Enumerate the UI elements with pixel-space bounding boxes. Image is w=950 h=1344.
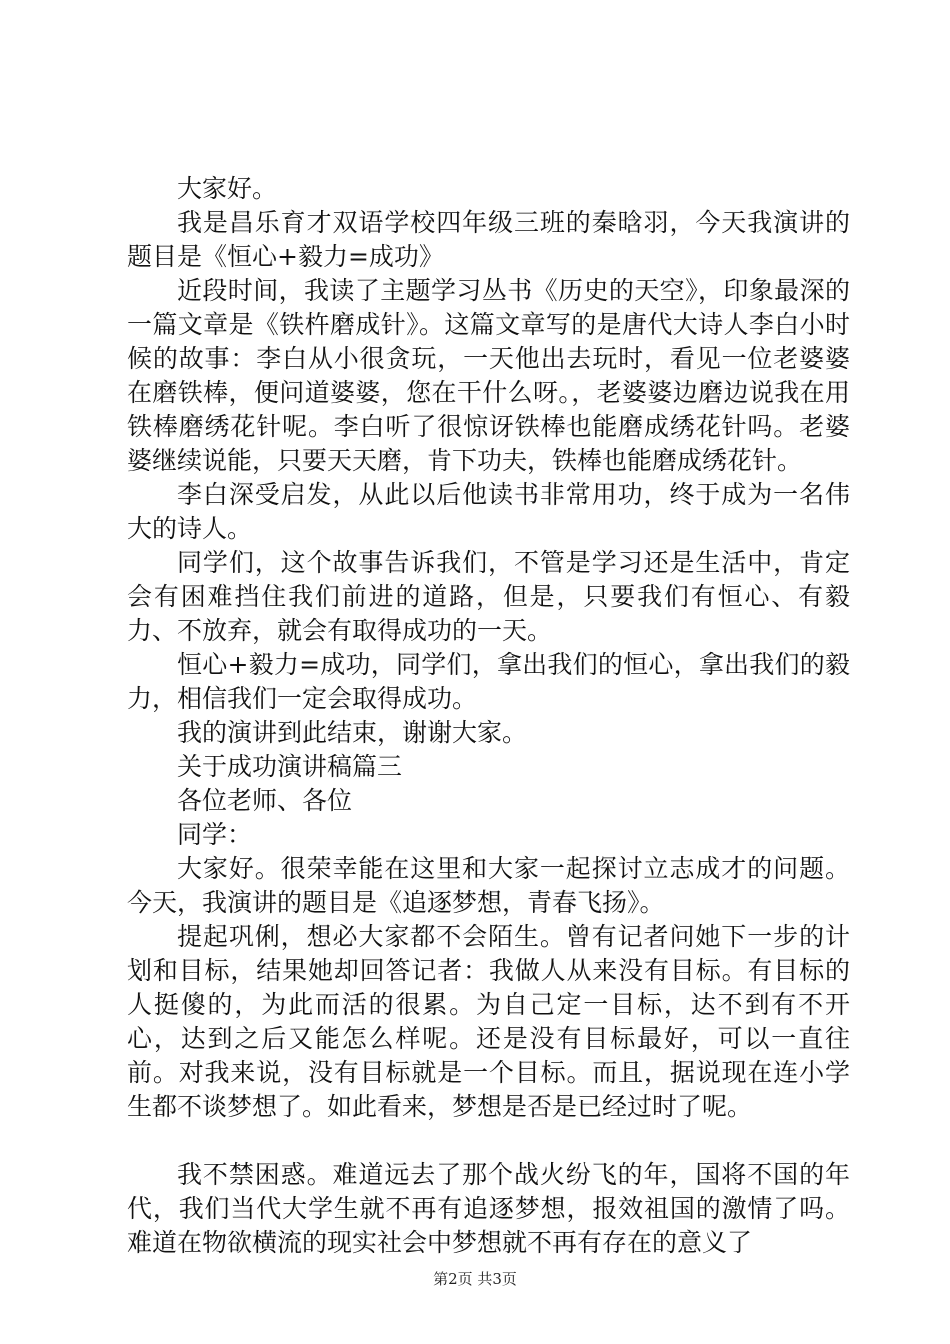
paragraph: 近段时间，我读了主题学习丛书《历史的天空》，印象最深的一篇文章是《铁杵磨成针》。这篇文章写的是唐代大诗人李白小时候的故事：李白从小很贪玩，一天他出去玩时，看见一位老婆婆在磨铁棒，便问道婆婆，您在干什么呀。，老婆婆边磨边说我在用铁棒磨绣花针呢。李白听了很惊讶铁棒也能磨成绣花针吗。老婆婆继续说能，只要天天磨，肯下功夫，铁棒也能磨成绣花针。 bbox=[127, 276, 850, 475]
paragraph: 大家好。很荣幸能在这里和大家一起探讨立志成才的问题。今天，我演讲的题目是《追逐梦想，青春飞扬》。 bbox=[127, 854, 850, 917]
paragraph: 同学们，这个故事告诉我们，不管是学习还是生活中，肯定会有困难挡住我们前进的道路，但是，只要我们有恒心、有毅力、不放弃，就会有取得成功的一天。 bbox=[127, 548, 850, 645]
paragraph: 我的演讲到此结束，谢谢大家。 bbox=[177, 718, 528, 747]
paragraph: 提起巩俐，想必大家都不会陌生。曾有记者问她下一步的计划和目标，结果她却回答记者：我做人从来没有目标。有目标的人挺傻的，为此而活的很累。为自己定一目标，达不到有不开心，达到之后又能怎么样呢。还是没有目标最好，可以一直往前。对我来说，没有目标就是一个目标。而且，据说现在连小学生都不谈梦想了。如此看来，梦想是否是已经过时了呢。 bbox=[127, 922, 850, 1121]
paragraph: 我是昌乐育才双语学校四年级三班的秦晗羽，今天我演讲的题目是《恒心+毅力=成功》 bbox=[127, 208, 850, 271]
section-heading: 关于成功演讲稿篇三 bbox=[177, 752, 403, 781]
paragraph: 恒心+毅力=成功，同学们，拿出我们的恒心，拿出我们的毅力，相信我们一定会取得成功。 bbox=[127, 650, 850, 713]
paragraph: 大家好。 bbox=[177, 174, 278, 203]
document-body bbox=[127, 172, 850, 1260]
paragraph: 我不禁困惑。难道远去了那个战火纷飞的年，国将不国的年代，我们当代大学生就不再有追逐梦想，报效祖国的激情了吗。难道在物欲横流的现实社会中梦想就不再有存在的意义了 bbox=[127, 1160, 850, 1257]
page-footer: 第2页 共3页 bbox=[433, 1270, 517, 1288]
paragraph: 李白深受启发，从此以后他读书非常用功，终于成为一名伟大的诗人。 bbox=[127, 480, 850, 543]
salutation: 同学： bbox=[177, 820, 253, 849]
salutation: 各位老师、各位 bbox=[177, 786, 353, 815]
